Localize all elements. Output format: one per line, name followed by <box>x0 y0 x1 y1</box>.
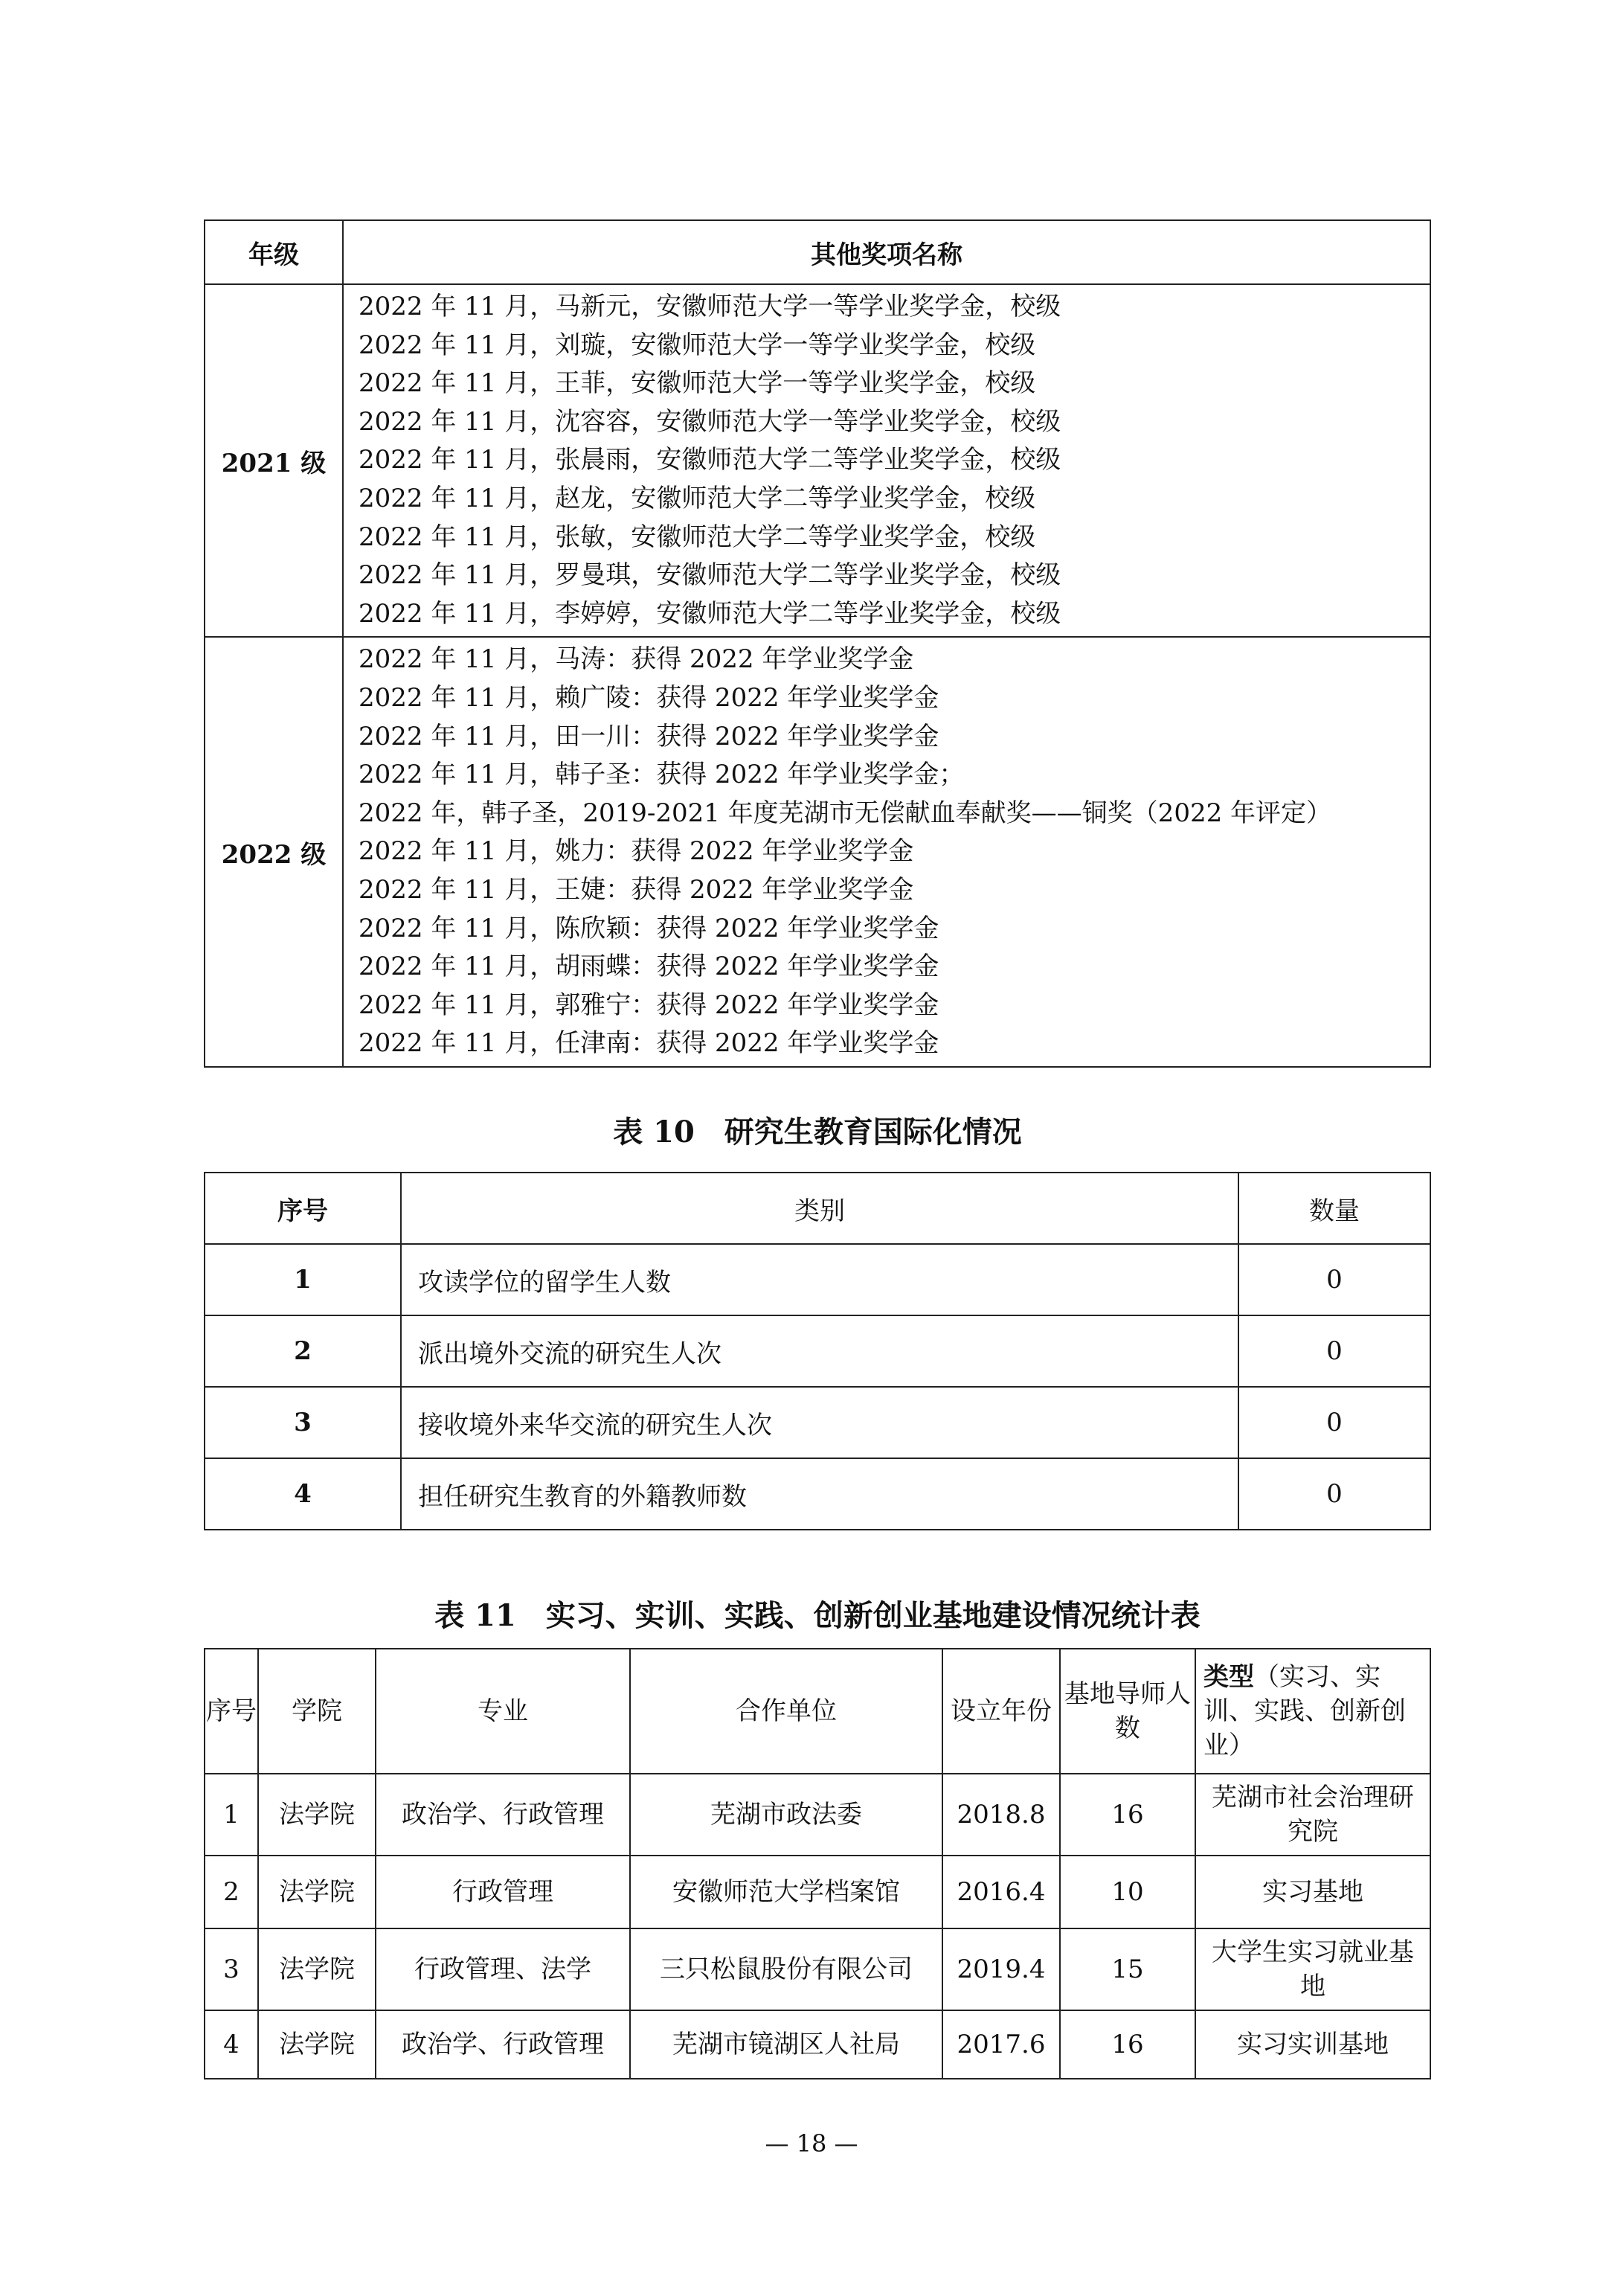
header-partner: 合作单位 <box>630 1649 942 1774</box>
practice-base-table <box>204 1648 1431 2079</box>
cell-major: 行政管理、法学 <box>376 1928 630 2010</box>
page-number: — 18 — <box>765 2129 858 2158</box>
header-no: 序号 <box>205 1173 401 1244</box>
header-category: 类别 <box>401 1173 1238 1244</box>
cell-major: 政治学、行政管理 <box>376 1774 630 1856</box>
header-type <box>1195 1649 1430 1774</box>
table-header-row <box>205 1173 1430 1244</box>
cell-partner: 芜湖市镜湖区人社局 <box>630 2010 942 2079</box>
cell-no: 4 <box>205 1458 401 1530</box>
cell-awards <box>343 284 1430 637</box>
award-item: 2022 年 11 月，韩子圣：获得 2022 年学业奖学金； <box>359 760 965 790</box>
cell-year: 2017.6 <box>942 2010 1060 2079</box>
award-item: 2022 年 11 月，郭雅宁：获得 2022 年学业奖学金 <box>359 990 939 1020</box>
cell-category: 攻读学位的留学生人数 <box>401 1244 1238 1315</box>
award-item: 2022 年 11 月，张晨雨，安徽师范大学二等学业奖学金，校级 <box>359 445 1061 475</box>
header-awards: 其他奖项名称 <box>343 220 1430 284</box>
table10-caption: 表 10 研究生教育国际化情况 <box>613 1115 1022 1149</box>
cell-college: 法学院 <box>258 2010 376 2079</box>
cell-grade: 2022 级 <box>205 637 343 1067</box>
table-row <box>205 637 1430 1067</box>
cell-mentors: 16 <box>1060 1774 1195 1856</box>
header-type-label: 类型 <box>1203 1662 1254 1692</box>
cell-no: 3 <box>205 1387 401 1458</box>
cell-type: 大学生实习就业基地 <box>1195 1928 1430 2010</box>
table-row <box>205 1774 1430 1856</box>
cell-type: 实习实训基地 <box>1195 2010 1430 2079</box>
award-item: 2022 年 11 月，姚力：获得 2022 年学业奖学金 <box>359 836 914 867</box>
cell-no: 1 <box>205 1774 258 1856</box>
award-item: 2022 年 11 月，陈欣颖：获得 2022 年学业奖学金 <box>359 913 939 943</box>
award-item: 2022 年 11 月，王菲，安徽师范大学一等学业奖学金，校级 <box>359 368 1036 399</box>
header-college: 学院 <box>258 1649 376 1774</box>
internationalization-table <box>204 1172 1431 1530</box>
cell-category: 接收境外来华交流的研究生人次 <box>401 1387 1238 1458</box>
cell-no: 2 <box>205 1856 258 1928</box>
header-year: 设立年份 <box>942 1649 1060 1774</box>
cell-mentors: 16 <box>1060 2010 1195 2079</box>
header-mentors: 基地导师人数 <box>1060 1649 1195 1774</box>
cell-partner: 三只松鼠股份有限公司 <box>630 1928 942 2010</box>
table-row <box>205 1856 1430 1928</box>
header-grade: 年级 <box>205 220 343 284</box>
cell-major: 行政管理 <box>376 1856 630 1928</box>
cell-type: 芜湖市社会治理研究院 <box>1195 1774 1430 1856</box>
cell-type: 实习基地 <box>1195 1856 1430 1928</box>
cell-no: 2 <box>205 1315 401 1387</box>
award-item: 2022 年，韩子圣，2019-2021 年度芜湖市无偿献血奉献奖——铜奖（2022 年评定） <box>359 798 1332 828</box>
table-header-row <box>205 1649 1430 1774</box>
award-item: 2022 年 11 月，任津南：获得 2022 年学业奖学金 <box>359 1028 939 1059</box>
cell-no: 3 <box>205 1928 258 2010</box>
cell-count: 0 <box>1238 1315 1430 1387</box>
award-item: 2022 年 11 月，田一川：获得 2022 年学业奖学金 <box>359 721 939 751</box>
award-item: 2022 年 11 月，刘璇，安徽师范大学一等学业奖学金，校级 <box>359 330 1036 360</box>
cell-count: 0 <box>1238 1244 1430 1315</box>
cell-category: 担任研究生教育的外籍教师数 <box>401 1458 1238 1530</box>
table-row <box>205 1928 1430 2010</box>
award-item: 2022 年 11 月，赵龙，安徽师范大学二等学业奖学金，校级 <box>359 483 1036 513</box>
cell-category: 派出境外交流的研究生人次 <box>401 1315 1238 1387</box>
cell-count: 0 <box>1238 1458 1430 1530</box>
header-count: 数量 <box>1238 1173 1430 1244</box>
table-header-row <box>205 220 1430 284</box>
cell-partner: 安徽师范大学档案馆 <box>630 1856 942 1928</box>
cell-college: 法学院 <box>258 1928 376 2010</box>
table-row <box>205 1315 1430 1387</box>
award-item: 2022 年 11 月，张敏，安徽师范大学二等学业奖学金，校级 <box>359 522 1036 552</box>
table-row <box>205 284 1430 637</box>
cell-major: 政治学、行政管理 <box>376 2010 630 2079</box>
cell-year: 2019.4 <box>942 1928 1060 2010</box>
cell-mentors: 10 <box>1060 1856 1195 1928</box>
cell-count: 0 <box>1238 1387 1430 1458</box>
award-item: 2022 年 11 月，赖广陵：获得 2022 年学业奖学金 <box>359 682 939 713</box>
cell-no: 4 <box>205 2010 258 2079</box>
table-row <box>205 2010 1430 2079</box>
award-item: 2022 年 11 月，沈容容，安徽师范大学一等学业奖学金，校级 <box>359 406 1061 437</box>
cell-awards <box>343 637 1430 1067</box>
cell-grade: 2021 级 <box>205 284 343 637</box>
table11-caption: 表 11 实习、实训、实践、创新创业基地建设情况统计表 <box>434 1598 1201 1633</box>
award-item: 2022 年 11 月，马涛：获得 2022 年学业奖学金 <box>359 644 914 675</box>
cell-college: 法学院 <box>258 1856 376 1928</box>
award-item: 2022 年 11 月，胡雨蝶：获得 2022 年学业奖学金 <box>359 952 939 982</box>
cell-year: 2016.4 <box>942 1856 1060 1928</box>
award-item: 2022 年 11 月，罗曼琪，安徽师范大学二等学业奖学金，校级 <box>359 560 1061 591</box>
award-item: 2022 年 11 月，王婕：获得 2022 年学业奖学金 <box>359 874 914 905</box>
header-no: 序号 <box>205 1649 258 1774</box>
other-awards-table <box>204 219 1431 1068</box>
table-row <box>205 1458 1430 1530</box>
cell-mentors: 15 <box>1060 1928 1195 2010</box>
table-row <box>205 1387 1430 1458</box>
cell-year: 2018.8 <box>942 1774 1060 1856</box>
award-item: 2022 年 11 月，马新元，安徽师范大学一等学业奖学金，校级 <box>359 292 1061 321</box>
award-item: 2022 年 11 月，李婷婷，安徽师范大学二等学业奖学金，校级 <box>359 598 1061 629</box>
header-major: 专业 <box>376 1649 630 1774</box>
cell-college: 法学院 <box>258 1774 376 1856</box>
cell-partner: 芜湖市政法委 <box>630 1774 942 1856</box>
header-type-note: （实习、实训、实践、创新创业） <box>1203 1662 1406 1760</box>
table-row <box>205 1244 1430 1315</box>
cell-no: 1 <box>205 1244 401 1315</box>
